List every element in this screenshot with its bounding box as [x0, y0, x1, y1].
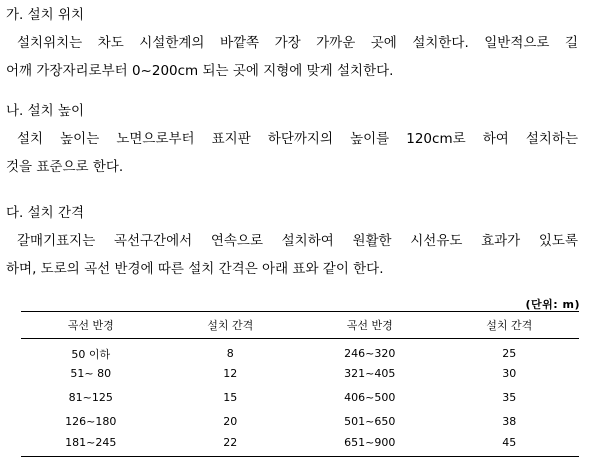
table-cell: 51~ 80: [70, 367, 112, 381]
table-cell: 20: [223, 414, 238, 428]
height-line-2: 것을 표준으로 한다.: [6, 159, 124, 175]
table-row: [21, 409, 579, 433]
table-row: [21, 433, 579, 457]
table-cell: 50 이하: [71, 347, 111, 361]
table-cell: 81~125: [68, 390, 113, 404]
spacing-table: [21, 311, 579, 457]
table-cell: 12: [223, 367, 238, 381]
section-heading-spacing: 다. 설치 간격: [6, 205, 85, 221]
table-row: [21, 386, 579, 410]
header-spacing-2: 설치 간격: [440, 312, 580, 339]
spacing-line-1: [6, 231, 578, 251]
unit-note: (단위: m): [525, 298, 580, 311]
spacing-line-2: 하며, 도로의 곡선 반경에 따른 설치 간격은 아래 표와 같이 한다.: [6, 261, 384, 277]
table-row: [21, 339, 579, 363]
height-line-1: [6, 129, 578, 149]
table-cell: 15: [223, 390, 238, 404]
table-cell: 406~500: [344, 390, 396, 404]
table-cell: 501~650: [344, 414, 396, 428]
height-line-1-text: 설치 높이는 노면으로부터 표지판 하단까지의 높이를 120cm로 하여 설치하는: [17, 131, 578, 147]
table-cell: 651~900: [300, 433, 440, 457]
section-heading-height: 나. 설치 높이: [6, 103, 85, 119]
location-line-1: [6, 33, 578, 53]
table-header-row: [21, 312, 579, 339]
location-line-2: 어깨 가장자리로부터 0~200cm 되는 곳에 지형에 맞게 설치한다.: [6, 63, 394, 79]
table-cell: 246~320: [344, 347, 396, 361]
header-spacing-1: 설치 간격: [161, 312, 301, 339]
spacing-line-1-text: 갈매기표지는 곡선구간에서 연속으로 설치하여 원활한 시선유도 효과가 있도록: [17, 233, 578, 249]
table-cell: 38: [502, 414, 517, 428]
table-row: [21, 362, 579, 386]
header-radius-2: 곡선 반경: [300, 312, 440, 339]
table-cell: 30: [502, 367, 517, 381]
table-cell: 181~245: [21, 433, 161, 457]
table-cell: 126~180: [65, 414, 117, 428]
section-heading-location: 가. 설치 위치: [6, 7, 85, 23]
table-cell: 45: [440, 433, 580, 457]
header-radius-1: 곡선 반경: [21, 312, 161, 339]
table-cell: 35: [502, 390, 517, 404]
location-line-1-text: 설치위치는 차도 시설한계의 바깥쪽 가장 가까운 곳에 설치한다. 일반적으로 길: [17, 35, 578, 51]
table-cell: 321~405: [344, 367, 396, 381]
table-cell: 25: [502, 347, 517, 361]
table-cell: 22: [161, 433, 301, 457]
table-cell: 8: [226, 347, 234, 361]
